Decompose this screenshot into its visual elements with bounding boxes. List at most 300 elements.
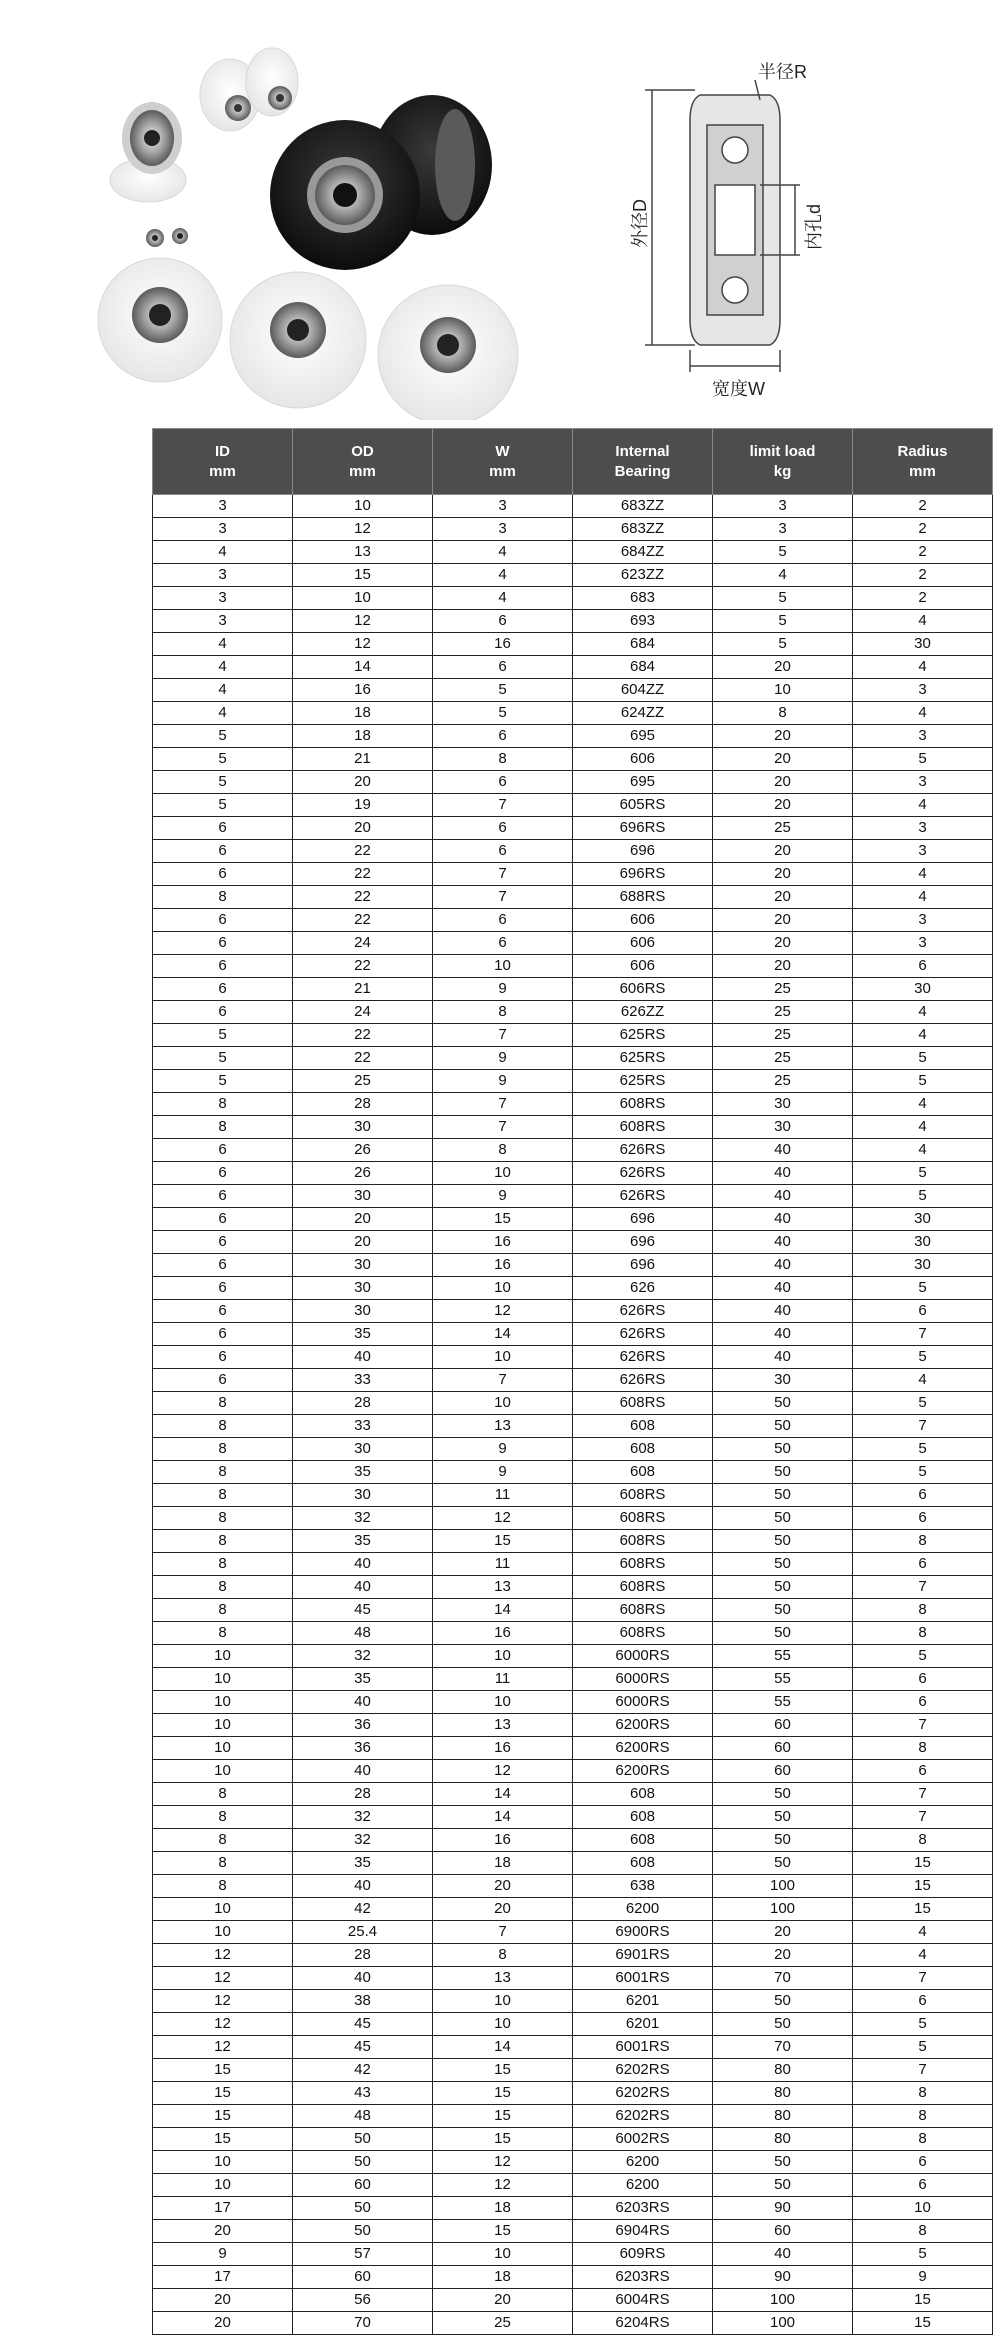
table-body — [153, 495, 993, 2335]
cell-id: 8 — [153, 1438, 293, 1461]
cell-id: 5 — [153, 1024, 293, 1047]
cell-limit-load: 55 — [713, 1668, 853, 1691]
cell-od: 22 — [293, 886, 433, 909]
cell-limit-load: 50 — [713, 1507, 853, 1530]
cell-internal-bearing: 6200RS — [573, 1760, 713, 1783]
cell-radius: 9 — [853, 2266, 993, 2289]
cell-radius: 8 — [853, 2082, 993, 2105]
cell-internal-bearing: 6200RS — [573, 1737, 713, 1760]
cell-id: 6 — [153, 955, 293, 978]
cell-id: 20 — [153, 2289, 293, 2312]
cell-w: 6 — [433, 771, 573, 794]
cell-id: 5 — [153, 771, 293, 794]
cell-radius: 6 — [853, 955, 993, 978]
cell-internal-bearing: 695 — [573, 725, 713, 748]
cell-od: 26 — [293, 1162, 433, 1185]
cell-limit-load: 100 — [713, 2289, 853, 2312]
cell-w: 6 — [433, 932, 573, 955]
cell-radius: 6 — [853, 1760, 993, 1783]
cell-radius: 6 — [853, 1507, 993, 1530]
cell-w: 7 — [433, 886, 573, 909]
table-row — [153, 1208, 993, 1231]
cell-w: 14 — [433, 1806, 573, 1829]
cell-internal-bearing: 606RS — [573, 978, 713, 1001]
cell-id: 6 — [153, 1185, 293, 1208]
cell-id: 5 — [153, 748, 293, 771]
cell-id: 8 — [153, 1829, 293, 1852]
header-unit: mm — [909, 462, 936, 480]
table-row — [153, 1346, 993, 1369]
table-row — [153, 1921, 993, 1944]
cell-od: 36 — [293, 1714, 433, 1737]
cell-w: 7 — [433, 1116, 573, 1139]
cell-w: 7 — [433, 794, 573, 817]
cell-id: 20 — [153, 2312, 293, 2335]
cell-w: 10 — [433, 2013, 573, 2036]
table-row — [153, 1599, 993, 1622]
cell-od: 24 — [293, 932, 433, 955]
cell-id: 8 — [153, 1392, 293, 1415]
table-row — [153, 1254, 993, 1277]
cell-od: 35 — [293, 1461, 433, 1484]
cell-internal-bearing: 626RS — [573, 1139, 713, 1162]
cell-od: 56 — [293, 2289, 433, 2312]
cell-radius: 3 — [853, 817, 993, 840]
table-row — [153, 656, 993, 679]
cell-id: 10 — [153, 2174, 293, 2197]
cell-id: 12 — [153, 1990, 293, 2013]
cell-limit-load: 100 — [713, 1898, 853, 1921]
cell-id: 10 — [153, 1921, 293, 1944]
table-row — [153, 1967, 993, 1990]
cell-limit-load: 50 — [713, 1990, 853, 2013]
cell-internal-bearing: 623ZZ — [573, 564, 713, 587]
cell-w: 6 — [433, 817, 573, 840]
cell-internal-bearing: 6900RS — [573, 1921, 713, 1944]
table-row — [153, 610, 993, 633]
cell-w: 9 — [433, 978, 573, 1001]
cell-radius: 15 — [853, 1898, 993, 1921]
cell-od: 45 — [293, 2036, 433, 2059]
cell-id: 3 — [153, 518, 293, 541]
table-row — [153, 1093, 993, 1116]
cell-w: 10 — [433, 1990, 573, 2013]
cell-w: 8 — [433, 1139, 573, 1162]
cell-internal-bearing: 684 — [573, 633, 713, 656]
cell-limit-load: 5 — [713, 541, 853, 564]
cell-limit-load: 40 — [713, 1346, 853, 1369]
cell-limit-load: 55 — [713, 1645, 853, 1668]
cell-radius: 6 — [853, 1668, 993, 1691]
table-row — [153, 1553, 993, 1576]
cell-limit-load: 60 — [713, 1714, 853, 1737]
cell-internal-bearing: 626ZZ — [573, 1001, 713, 1024]
cell-internal-bearing: 693 — [573, 610, 713, 633]
cell-od: 19 — [293, 794, 433, 817]
table-row — [153, 840, 993, 863]
table-row — [153, 1185, 993, 1208]
header-unit: kg — [773, 462, 792, 480]
cell-w: 10 — [433, 1392, 573, 1415]
cell-internal-bearing: 626RS — [573, 1346, 713, 1369]
cell-id: 8 — [153, 1599, 293, 1622]
cell-radius: 5 — [853, 1645, 993, 1668]
header-unit: mm — [209, 462, 236, 480]
cell-w: 11 — [433, 1484, 573, 1507]
cell-w: 4 — [433, 564, 573, 587]
cell-limit-load: 25 — [713, 1047, 853, 1070]
cell-id: 6 — [153, 1346, 293, 1369]
cell-radius: 8 — [853, 1530, 993, 1553]
cell-od: 28 — [293, 1093, 433, 1116]
cell-w: 11 — [433, 1668, 573, 1691]
cell-w: 9 — [433, 1047, 573, 1070]
cell-id: 6 — [153, 1277, 293, 1300]
cell-od: 50 — [293, 2128, 433, 2151]
cell-id: 8 — [153, 1116, 293, 1139]
cell-limit-load: 40 — [713, 1277, 853, 1300]
cell-id: 6 — [153, 1323, 293, 1346]
cell-w: 14 — [433, 1783, 573, 1806]
cell-limit-load: 20 — [713, 955, 853, 978]
cell-w: 12 — [433, 2174, 573, 2197]
cell-id: 3 — [153, 610, 293, 633]
header-w — [433, 429, 573, 495]
cell-internal-bearing: 6000RS — [573, 1668, 713, 1691]
cell-radius: 5 — [853, 1392, 993, 1415]
table-row — [153, 2197, 993, 2220]
table-row — [153, 932, 993, 955]
cell-limit-load: 50 — [713, 1553, 853, 1576]
cell-od: 26 — [293, 1139, 433, 1162]
cell-w: 6 — [433, 909, 573, 932]
cell-internal-bearing: 6202RS — [573, 2059, 713, 2082]
cell-limit-load: 40 — [713, 1139, 853, 1162]
cell-id: 5 — [153, 1070, 293, 1093]
table-row — [153, 2289, 993, 2312]
cell-internal-bearing: 6202RS — [573, 2082, 713, 2105]
cell-limit-load: 80 — [713, 2105, 853, 2128]
table-row — [153, 1852, 993, 1875]
cell-od: 22 — [293, 863, 433, 886]
cell-limit-load: 40 — [713, 1254, 853, 1277]
width-label: 宽度W — [712, 379, 765, 399]
cell-radius: 4 — [853, 1139, 993, 1162]
cell-limit-load: 50 — [713, 1829, 853, 1852]
table-row — [153, 955, 993, 978]
cell-limit-load: 90 — [713, 2266, 853, 2289]
cell-od: 20 — [293, 1231, 433, 1254]
table-row — [153, 1622, 993, 1645]
cell-od: 32 — [293, 1507, 433, 1530]
cell-radius: 5 — [853, 1277, 993, 1300]
cell-id: 6 — [153, 1139, 293, 1162]
cell-internal-bearing: 6000RS — [573, 1645, 713, 1668]
cell-limit-load: 4 — [713, 564, 853, 587]
cell-id: 3 — [153, 495, 293, 518]
cell-limit-load: 40 — [713, 1208, 853, 1231]
cell-radius: 6 — [853, 1300, 993, 1323]
cell-w: 9 — [433, 1070, 573, 1093]
cell-id: 10 — [153, 1668, 293, 1691]
cell-radius: 4 — [853, 1944, 993, 1967]
cell-internal-bearing: 696RS — [573, 817, 713, 840]
cell-radius: 8 — [853, 1622, 993, 1645]
cell-radius: 10 — [853, 2197, 993, 2220]
table-row — [153, 1438, 993, 1461]
cell-od: 35 — [293, 1668, 433, 1691]
cell-internal-bearing: 625RS — [573, 1047, 713, 1070]
cell-limit-load: 50 — [713, 1415, 853, 1438]
cell-limit-load: 40 — [713, 1231, 853, 1254]
bearing-spec-table — [152, 428, 993, 2335]
table-row — [153, 1461, 993, 1484]
cell-id: 10 — [153, 1714, 293, 1737]
table-row — [153, 1737, 993, 1760]
cell-limit-load: 20 — [713, 1921, 853, 1944]
cell-internal-bearing: 6201 — [573, 2013, 713, 2036]
cell-w: 7 — [433, 1369, 573, 1392]
cell-radius: 4 — [853, 610, 993, 633]
cell-id: 17 — [153, 2197, 293, 2220]
cell-radius: 5 — [853, 1346, 993, 1369]
cell-id: 12 — [153, 1944, 293, 1967]
cell-id: 17 — [153, 2266, 293, 2289]
product-header-graphic — [0, 0, 1000, 420]
cell-internal-bearing: 6000RS — [573, 1691, 713, 1714]
cell-od: 32 — [293, 1645, 433, 1668]
header-limit-load — [713, 429, 853, 495]
cell-internal-bearing: 684ZZ — [573, 541, 713, 564]
table-row — [153, 2312, 993, 2335]
cell-w: 3 — [433, 518, 573, 541]
cell-limit-load: 5 — [713, 610, 853, 633]
cell-od: 40 — [293, 1875, 433, 1898]
cell-id: 6 — [153, 1231, 293, 1254]
cell-limit-load: 5 — [713, 587, 853, 610]
cell-w: 15 — [433, 2220, 573, 2243]
cell-w: 20 — [433, 1875, 573, 1898]
cell-limit-load: 100 — [713, 2312, 853, 2335]
cell-od: 21 — [293, 748, 433, 771]
cell-radius: 6 — [853, 2151, 993, 2174]
cell-w: 20 — [433, 1898, 573, 1921]
cell-internal-bearing: 608 — [573, 1852, 713, 1875]
cell-id: 8 — [153, 1576, 293, 1599]
cell-radius: 3 — [853, 679, 993, 702]
cell-radius: 5 — [853, 1162, 993, 1185]
cell-w: 5 — [433, 702, 573, 725]
cell-radius: 8 — [853, 2128, 993, 2151]
cell-limit-load: 50 — [713, 2174, 853, 2197]
table-row — [153, 886, 993, 909]
cell-radius: 3 — [853, 840, 993, 863]
cell-id: 8 — [153, 1507, 293, 1530]
cell-w: 15 — [433, 2105, 573, 2128]
table-row — [153, 1875, 993, 1898]
cell-id: 6 — [153, 932, 293, 955]
cell-w: 10 — [433, 1162, 573, 1185]
cell-limit-load: 70 — [713, 1967, 853, 1990]
cell-w: 15 — [433, 2059, 573, 2082]
cell-w: 11 — [433, 1553, 573, 1576]
cell-w: 12 — [433, 1300, 573, 1323]
cell-limit-load: 50 — [713, 1484, 853, 1507]
cell-radius: 3 — [853, 725, 993, 748]
cell-limit-load: 50 — [713, 1806, 853, 1829]
table-row — [153, 1415, 993, 1438]
cell-internal-bearing: 625RS — [573, 1070, 713, 1093]
cell-radius: 4 — [853, 794, 993, 817]
cell-limit-load: 20 — [713, 725, 853, 748]
cell-internal-bearing: 6200 — [573, 2174, 713, 2197]
cell-id: 8 — [153, 1093, 293, 1116]
cell-od: 35 — [293, 1852, 433, 1875]
cell-id: 6 — [153, 1208, 293, 1231]
cell-radius: 15 — [853, 1852, 993, 1875]
cell-limit-load: 20 — [713, 1944, 853, 1967]
cell-od: 45 — [293, 1599, 433, 1622]
cell-w: 12 — [433, 2151, 573, 2174]
cell-internal-bearing: 608 — [573, 1783, 713, 1806]
table-row — [153, 725, 993, 748]
cell-id: 4 — [153, 633, 293, 656]
cell-w: 10 — [433, 1691, 573, 1714]
cell-id: 5 — [153, 1047, 293, 1070]
cell-id: 10 — [153, 1898, 293, 1921]
cell-radius: 7 — [853, 1967, 993, 1990]
cell-internal-bearing: 604ZZ — [573, 679, 713, 702]
cell-radius: 3 — [853, 932, 993, 955]
table-row — [153, 2266, 993, 2289]
cell-id: 8 — [153, 1622, 293, 1645]
cell-radius: 8 — [853, 1599, 993, 1622]
cell-od: 12 — [293, 633, 433, 656]
cell-limit-load: 20 — [713, 886, 853, 909]
table-row — [153, 1898, 993, 1921]
table-row — [153, 518, 993, 541]
table-row — [153, 2151, 993, 2174]
cell-id: 3 — [153, 564, 293, 587]
cell-id: 6 — [153, 817, 293, 840]
cell-w: 5 — [433, 679, 573, 702]
cell-od: 28 — [293, 1392, 433, 1415]
cell-w: 10 — [433, 1277, 573, 1300]
cell-id: 6 — [153, 978, 293, 1001]
table-row — [153, 2243, 993, 2266]
cell-od: 22 — [293, 840, 433, 863]
cell-limit-load: 40 — [713, 1300, 853, 1323]
header-unit: mm — [349, 462, 376, 480]
cell-radius: 7 — [853, 1415, 993, 1438]
cell-id: 15 — [153, 2059, 293, 2082]
cell-w: 8 — [433, 1944, 573, 1967]
table-row — [153, 1944, 993, 1967]
cell-radius: 4 — [853, 702, 993, 725]
cell-id: 15 — [153, 2082, 293, 2105]
cell-od: 13 — [293, 541, 433, 564]
cell-id: 6 — [153, 1369, 293, 1392]
cell-w: 14 — [433, 2036, 573, 2059]
table-row — [153, 1668, 993, 1691]
cell-id: 8 — [153, 886, 293, 909]
table-row — [153, 2128, 993, 2151]
cell-od: 40 — [293, 1691, 433, 1714]
cell-od: 50 — [293, 2220, 433, 2243]
cell-w: 7 — [433, 1024, 573, 1047]
cell-limit-load: 70 — [713, 2036, 853, 2059]
cell-od: 30 — [293, 1277, 433, 1300]
cell-limit-load: 25 — [713, 1001, 853, 1024]
cell-id: 10 — [153, 1691, 293, 1714]
cell-internal-bearing: 608RS — [573, 1484, 713, 1507]
cell-od: 22 — [293, 909, 433, 932]
table-row — [153, 1369, 993, 1392]
cell-radius: 6 — [853, 1691, 993, 1714]
cell-limit-load: 5 — [713, 633, 853, 656]
cell-radius: 7 — [853, 1714, 993, 1737]
cell-limit-load: 50 — [713, 1576, 853, 1599]
cell-radius: 5 — [853, 1185, 993, 1208]
cell-w: 3 — [433, 495, 573, 518]
cell-internal-bearing: 608RS — [573, 1507, 713, 1530]
roller-dimension-drawing — [645, 80, 800, 372]
cell-internal-bearing: 625RS — [573, 1024, 713, 1047]
cell-w: 13 — [433, 1967, 573, 1990]
cell-od: 48 — [293, 2105, 433, 2128]
cell-id: 4 — [153, 702, 293, 725]
cell-internal-bearing: 609RS — [573, 2243, 713, 2266]
header-label: limit load — [749, 442, 816, 460]
cell-id: 20 — [153, 2220, 293, 2243]
cell-w: 12 — [433, 1760, 573, 1783]
cell-od: 25 — [293, 1070, 433, 1093]
cell-w: 7 — [433, 1093, 573, 1116]
cell-internal-bearing: 608RS — [573, 1392, 713, 1415]
cell-od: 25.4 — [293, 1921, 433, 1944]
cell-w: 18 — [433, 1852, 573, 1875]
cell-limit-load: 55 — [713, 1691, 853, 1714]
cell-id: 12 — [153, 2036, 293, 2059]
cell-id: 8 — [153, 1484, 293, 1507]
table-row — [153, 1139, 993, 1162]
cell-radius: 5 — [853, 1461, 993, 1484]
cell-limit-load: 60 — [713, 1760, 853, 1783]
cell-w: 16 — [433, 633, 573, 656]
cell-od: 32 — [293, 1806, 433, 1829]
table-row — [153, 2082, 993, 2105]
cell-limit-load: 20 — [713, 932, 853, 955]
table-row — [153, 1714, 993, 1737]
cell-internal-bearing: 626RS — [573, 1185, 713, 1208]
cell-limit-load: 80 — [713, 2059, 853, 2082]
cell-w: 15 — [433, 1530, 573, 1553]
header-label: Internal — [615, 442, 670, 460]
cell-od: 40 — [293, 1967, 433, 1990]
cell-internal-bearing: 696 — [573, 1254, 713, 1277]
cell-internal-bearing: 696 — [573, 1208, 713, 1231]
cell-internal-bearing: 6901RS — [573, 1944, 713, 1967]
cell-internal-bearing: 6904RS — [573, 2220, 713, 2243]
table-row — [153, 1024, 993, 1047]
cell-internal-bearing: 608 — [573, 1806, 713, 1829]
table-row — [153, 2174, 993, 2197]
cell-internal-bearing: 6001RS — [573, 1967, 713, 1990]
cell-radius: 4 — [853, 1116, 993, 1139]
cell-radius: 5 — [853, 1070, 993, 1093]
cell-radius: 7 — [853, 1576, 993, 1599]
cell-internal-bearing: 6200 — [573, 1898, 713, 1921]
